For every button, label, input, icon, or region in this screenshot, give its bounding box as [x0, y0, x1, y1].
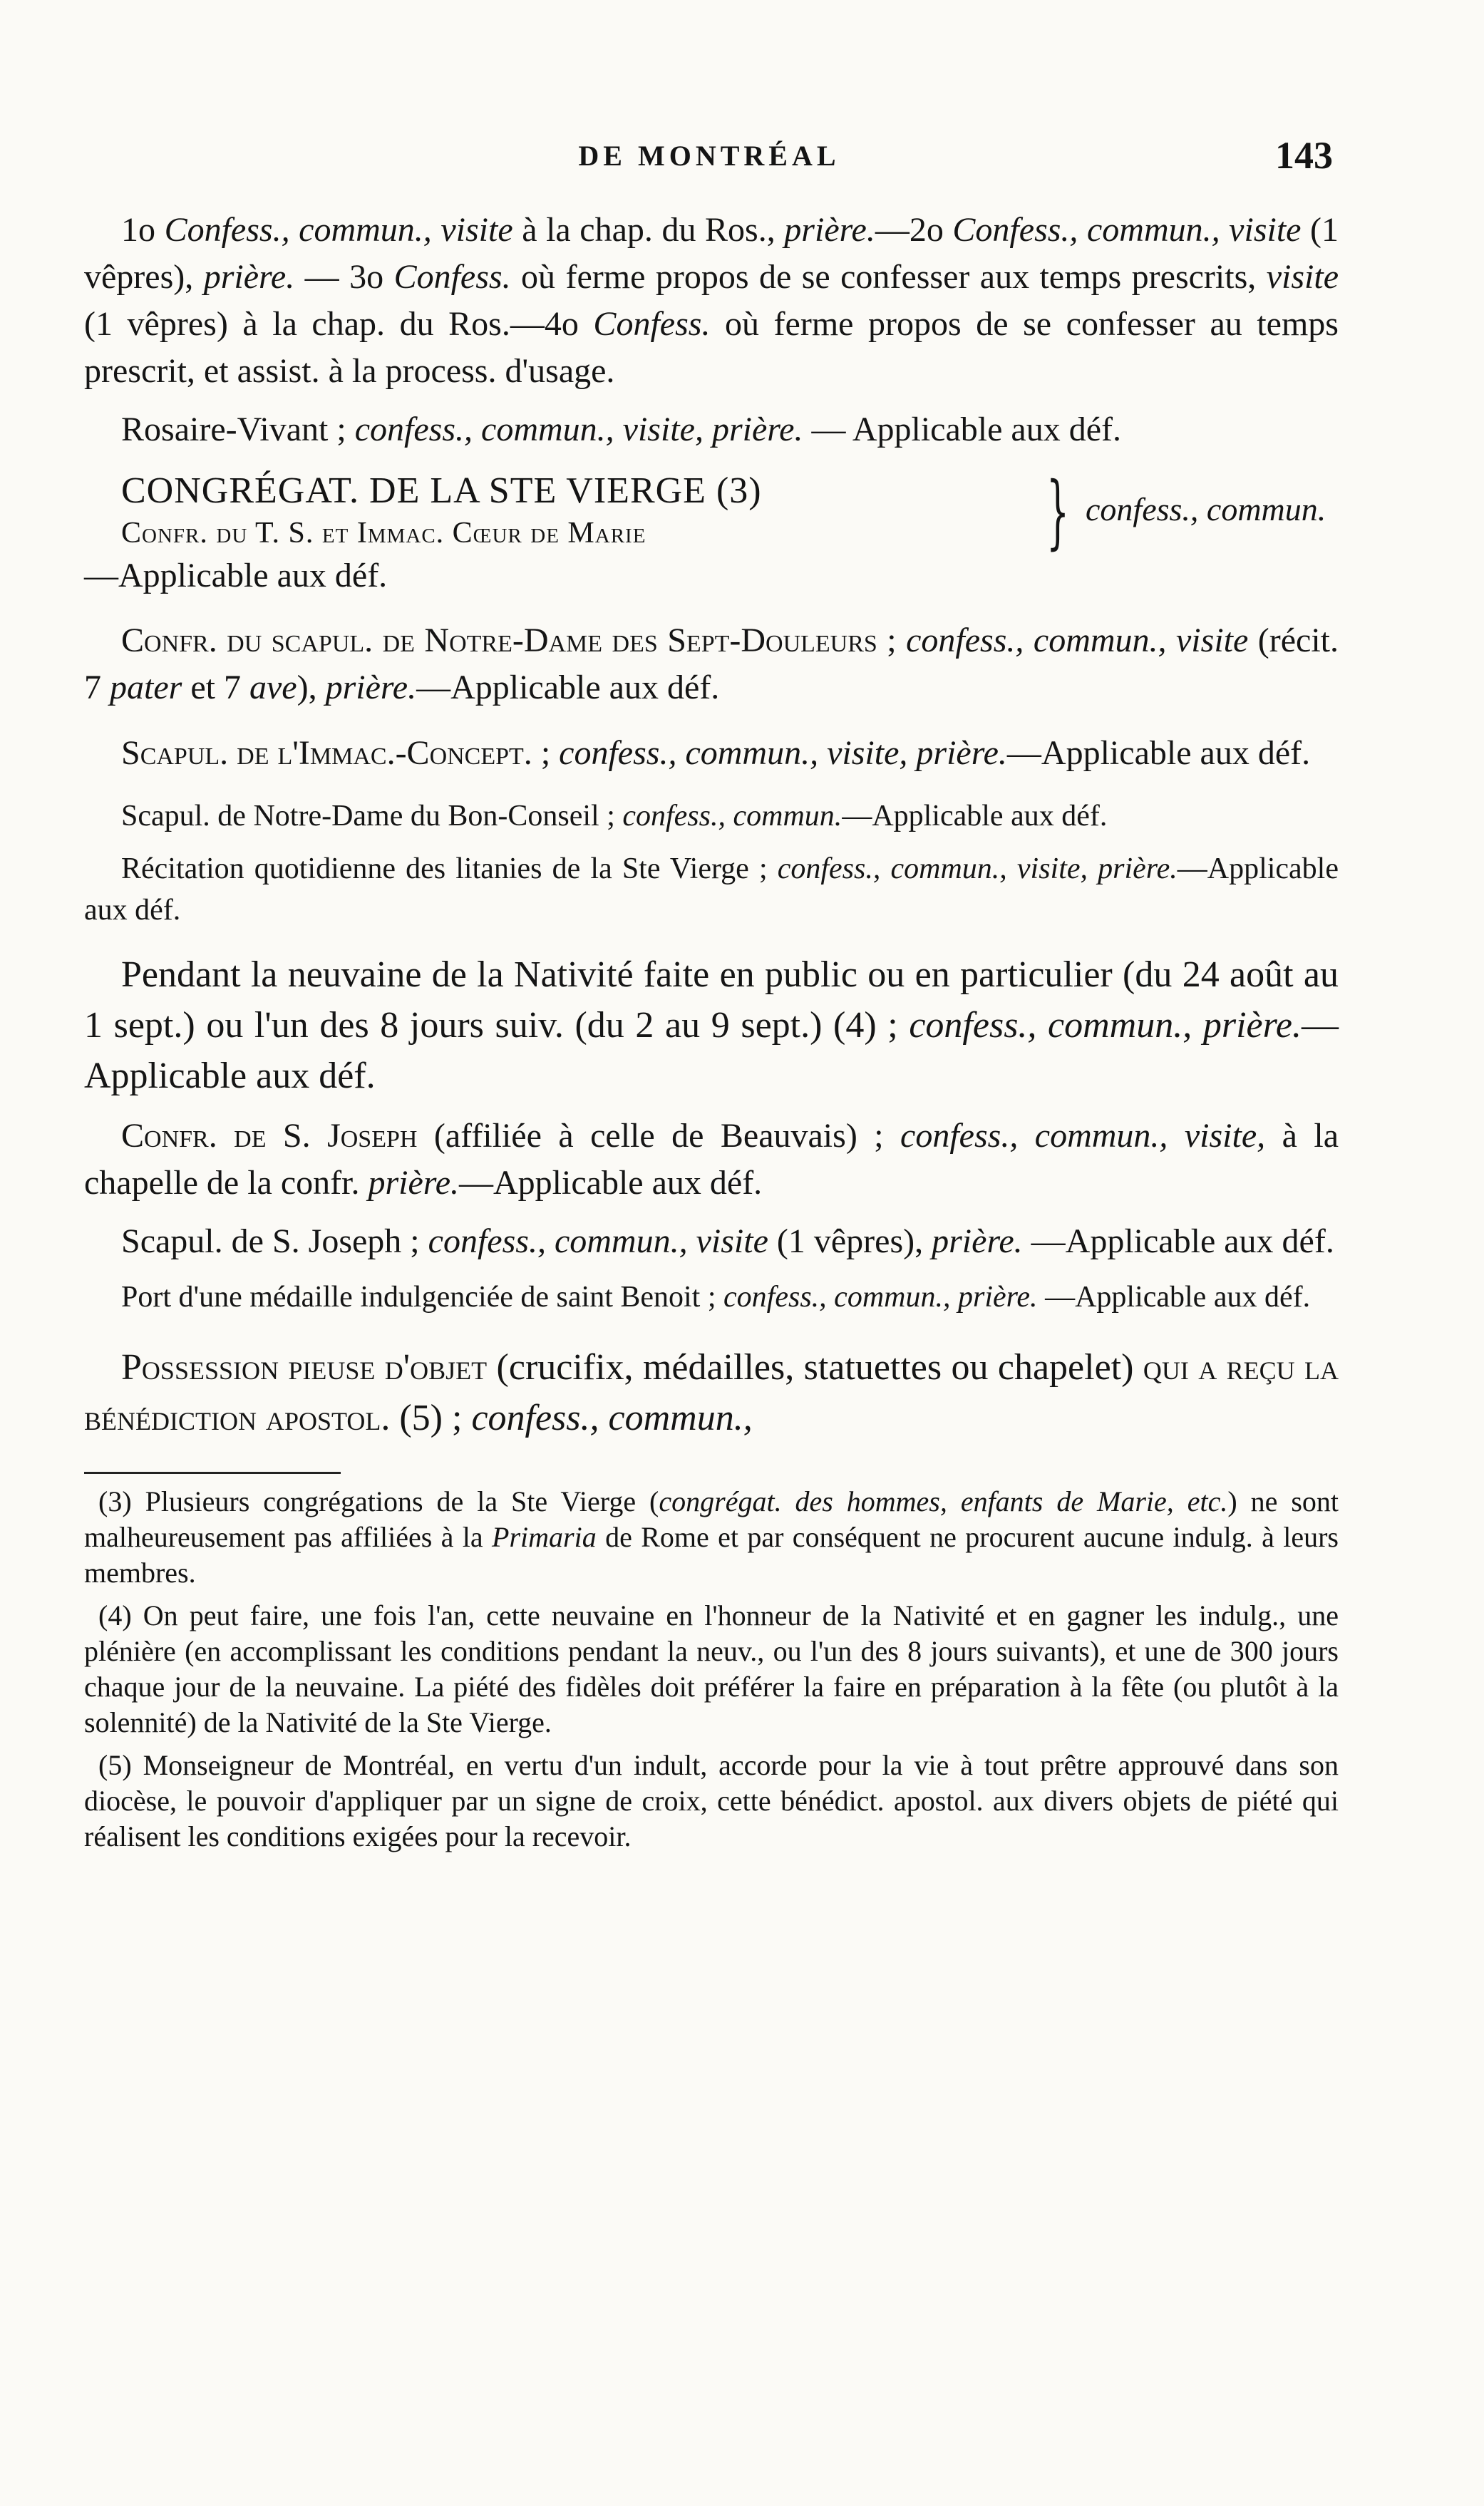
footnote	[84, 1598, 1339, 1741]
indulgence-paragraph	[84, 1113, 1339, 1207]
indulgence-paragraph	[84, 730, 1339, 777]
text-run: Pendant la neuvaine de la Nativité faite en public ou en particulier (du 24 août au 1 sept.) ou l'un des 8 jours suiv. (du 2 au 9 sept.) (4) ;	[84, 954, 1339, 1046]
congregation-conditions: confess., commun.	[1086, 491, 1326, 527]
text-run: prière.	[325, 669, 417, 706]
text-run: (1 vêpres) à la chap. du Ros.—4o	[84, 305, 594, 343]
text-run: confess., commun., prière.	[909, 1005, 1302, 1046]
text-run: —Applicable aux déf.	[84, 852, 1339, 927]
text-run: Confess., commun., visite	[164, 211, 513, 249]
text-run: à la chap. du Ros.,	[512, 211, 785, 249]
text-run: ;	[877, 622, 907, 659]
congregation-applicable: —Applicable aux déf.	[84, 557, 388, 594]
text-run: confess., commun., visite, prière.	[777, 852, 1178, 885]
indulgence-paragraph	[84, 406, 1339, 453]
text-run: confess., commun., visite, prière.	[559, 734, 1007, 772]
text-run: et 7	[182, 669, 249, 706]
text-run: de Rome et par conséquent ne procurent aucune indulg. à leurs membres.	[84, 1521, 1339, 1589]
text-run: à la chapelle de la confr.	[84, 1117, 1339, 1202]
text-run: confess., commun.	[622, 800, 843, 832]
text-run: (5) Monseigneur de Montréal, en vertu d'un indult, accorde pour la vie à tout prêtre approuvé dans son diocèse, le pouvoir d'appliquer par un signe de croix, cette bénédict. apostol. aux divers objets de piété qui réalisent les conditions exigées pour la recevoir.	[84, 1749, 1339, 1852]
text-run: —Applicable aux déf.	[459, 1164, 763, 1202]
text-run: qui a reçu la bénédiction apostol.	[84, 1347, 1339, 1438]
text-run: confess., commun., visite,	[900, 1117, 1266, 1155]
text-run: (1 vêpres),	[768, 1222, 932, 1260]
text-run: prière.	[784, 211, 875, 249]
text-run: Scapul. de Notre-Dame du Bon-Conseil ;	[121, 800, 623, 832]
text-run: où ferme propos de se confesser aux temps prescrits,	[510, 258, 1267, 296]
text-run: (5) ;	[390, 1398, 472, 1438]
text-run: Confess.	[393, 258, 511, 296]
page-body	[84, 207, 1339, 1862]
text-run: —Applicable aux déf.	[84, 1005, 1339, 1096]
indulgence-paragraph	[84, 949, 1339, 1101]
text-run: prière.	[203, 258, 295, 296]
page-number: 143	[1275, 134, 1333, 177]
text-run: — Applicable aux déf.	[803, 411, 1121, 448]
text-run: ) ne sont malheureusement pas affiliées à la	[84, 1485, 1339, 1553]
text-run: Port d'une médaille indulgenciée de saint Benoit ;	[121, 1281, 724, 1314]
text-run: congrégat. des hommes, enfants de Marie, etc.	[659, 1485, 1228, 1517]
text-run: Primaria	[492, 1521, 597, 1553]
text-run: visite	[1266, 258, 1339, 296]
text-run: — 3o	[294, 258, 394, 296]
footnote	[84, 1748, 1339, 1855]
congregation-title: CONGRÉGAT. DE LA STE VIERGE (3)	[121, 470, 762, 511]
text-run: Confess.	[593, 305, 711, 343]
text-run: (affiliée à celle de Beauvais) ;	[417, 1117, 901, 1155]
confraternity-title: Confr. du T. S. et Immac. Cœur de Marie	[121, 517, 646, 550]
indulgence-paragraph	[84, 848, 1339, 931]
text-run: pater	[110, 669, 182, 706]
text-run: Récitation quotidienne des litanies de la Ste Vierge ;	[121, 852, 778, 885]
text-run: prière.	[932, 1222, 1023, 1260]
congregation-entry	[84, 465, 1339, 599]
text-run: confess., commun., visite	[428, 1222, 768, 1260]
indulgence-paragraph	[84, 795, 1339, 837]
text-run: Scapul. de l'Immac.-Concept.	[121, 734, 532, 772]
text-run: confess., commun., visite, prière.	[354, 411, 803, 448]
indulgence-paragraph	[84, 1218, 1339, 1265]
text-run: (3) Plusieurs congrégations de la Ste Vierge (	[98, 1485, 659, 1517]
text-run: —Applicable aux déf.	[416, 669, 720, 706]
text-run: —Applicable aux déf.	[1037, 1281, 1311, 1314]
text-run: Confr. du scapul. de Notre-Dame des Sept-Douleurs	[121, 622, 877, 659]
text-run: Scapul. de S. Joseph ;	[121, 1222, 428, 1260]
text-run: —Applicable aux déf.	[1022, 1222, 1334, 1260]
text-run: Confess., commun., visite	[952, 211, 1302, 249]
text-run: —Applicable aux déf.	[842, 800, 1108, 832]
text-run: (4) On peut faire, une fois l'an, cette neuvaine en l'honneur de la Nativité et en gagner les indulg., une plénière (en accomplissant les conditions pendant la neuv., ou l'un des 8 jours suivants), et une de 300 jours chaque jour de la neuvaine. La piété des fidèles doit préférer la faire en préparation à la fête (ou plutôt à la solennité) de la Nativité de la Ste Vierge.	[84, 1599, 1339, 1738]
footnote	[84, 1484, 1339, 1591]
text-run: confess., commun.,	[471, 1398, 753, 1438]
text-run: ),	[297, 669, 326, 706]
indulgence-paragraph	[84, 1342, 1339, 1443]
page-header	[86, 134, 1333, 189]
text-run: (récit. 7	[84, 622, 1339, 706]
text-run: ave	[249, 669, 297, 706]
text-run: 1o	[121, 211, 165, 249]
footnotes	[84, 1484, 1339, 1855]
running-title: DE MONTRÉAL	[578, 140, 840, 172]
indulgence-paragraph	[84, 1277, 1339, 1318]
text-run: ;	[532, 734, 560, 772]
text-run: (crucifix, médailles, statuettes ou chapelet)	[487, 1347, 1143, 1388]
text-run: —2o	[875, 211, 953, 249]
text-run: confess., commun., prière.	[723, 1281, 1038, 1314]
indulgence-paragraph	[84, 617, 1339, 711]
text-run: —Applicable aux déf.	[1006, 734, 1311, 772]
text-run: Possession pieuse d'objet	[121, 1347, 488, 1388]
text-run: (1 vêpres),	[84, 211, 1339, 296]
text-run: Confr. de S. Joseph	[121, 1117, 418, 1155]
text-run: où ferme propos de se confesser au temps prescrit, et assist. à la process. d'usage.	[84, 305, 1339, 390]
text-run: Rosaire-Vivant ;	[121, 411, 355, 448]
indulgence-paragraph	[84, 207, 1339, 395]
brace-glyph: }	[1046, 465, 1070, 558]
text-run: prière.	[368, 1164, 459, 1202]
text-run: confess., commun., visite	[906, 622, 1249, 659]
footnote-rule	[84, 1472, 341, 1474]
